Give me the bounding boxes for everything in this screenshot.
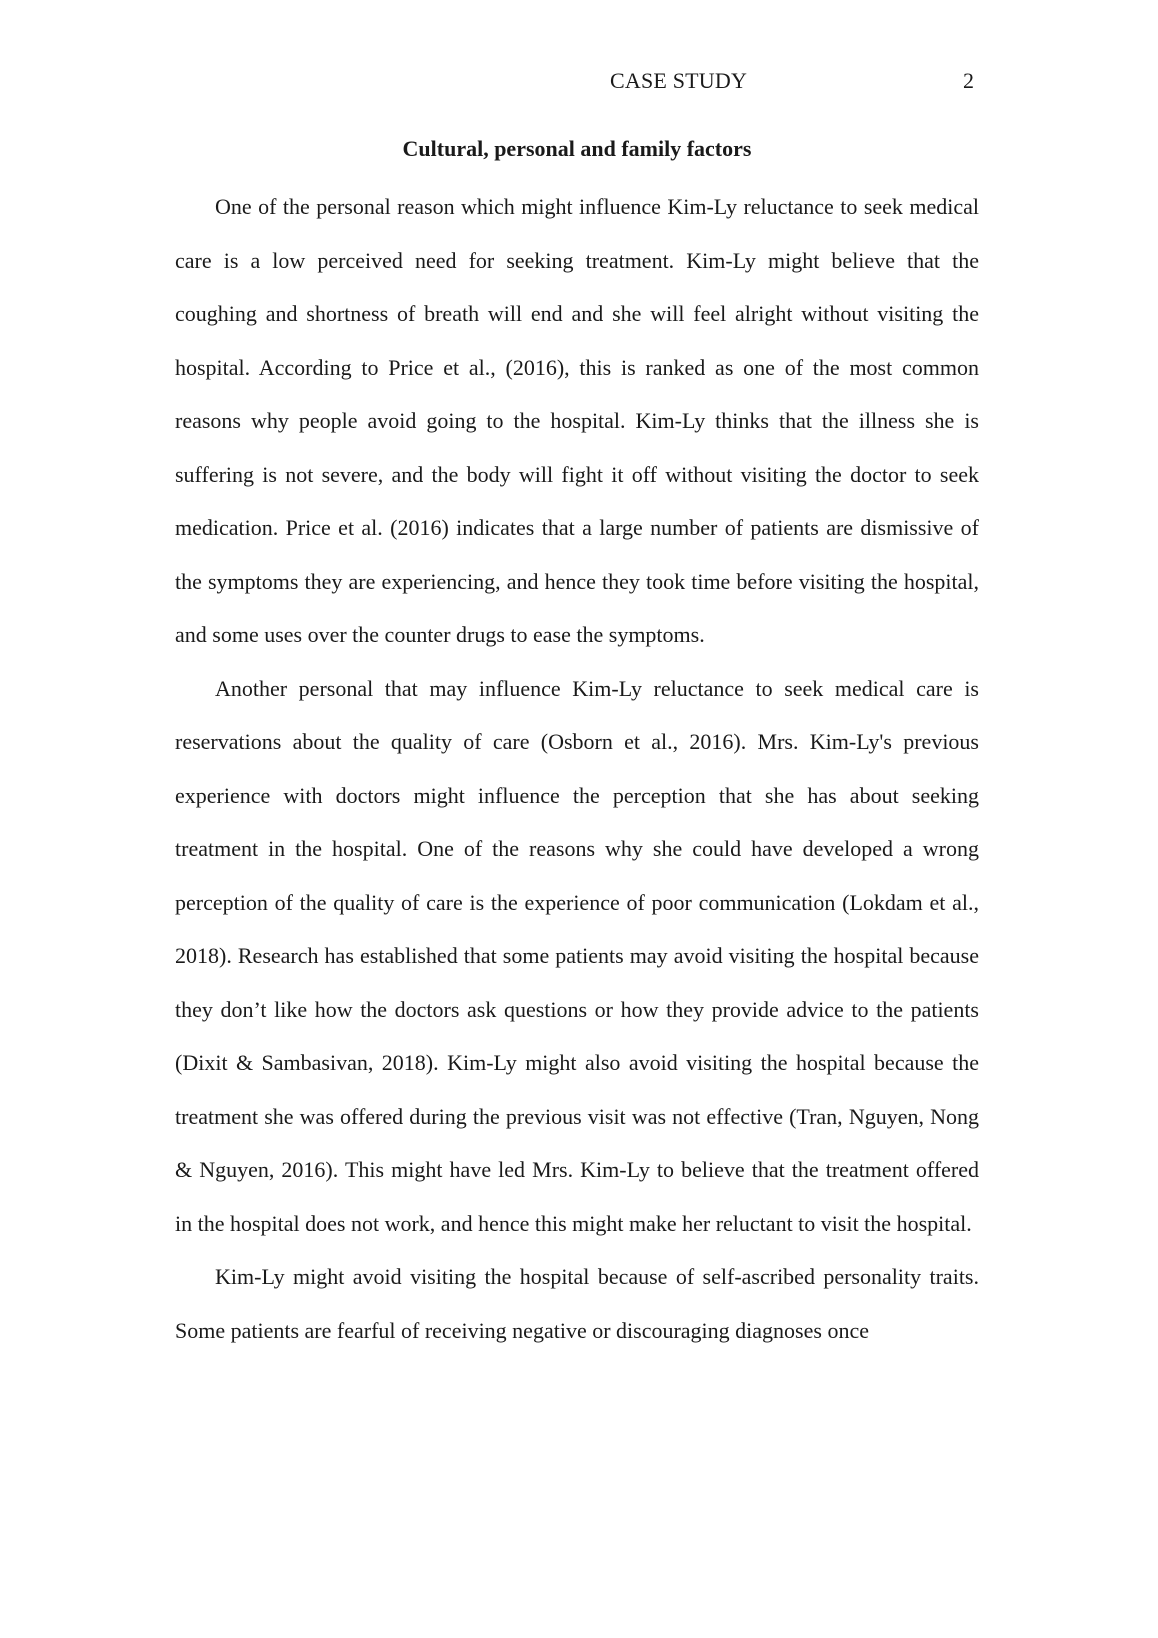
section-heading: Cultural, personal and family factors <box>402 136 752 161</box>
paragraph-personality-traits: Kim-Ly might avoid visiting the hospital because of self-ascribed personality traits. Some patients are fearful of receiving negative or discouraging diagnoses once <box>175 1264 979 1343</box>
body-text <box>175 180 979 1357</box>
paragraph-quality-of-care: Another personal that may influence Kim-Ly reluctance to seek medical care is reservations about the quality of care (Osborn et al., 2016). Mrs. Kim-Ly's previous experience with doctors might influence the perception that she has about seeking treatment in the hospital. One of the reasons why she could have developed a wrong perception of the quality of care is the experience of poor communication (Lokdam et al., 2018). Research has established that some patients may avoid visiting the hospital because they don’t like how the doctors ask questions or how they provide advice to the patients (Dixit & Sambasivan, 2018). Kim-Ly might also avoid visiting the hospital because the treatment she was offered during the previous visit was not effective (Tran, Nguyen, Nong & Nguyen, 2016). This might have led Mrs. Kim-Ly to believe that the treatment offered in the hospital does not work, and hence this might make her reluctant to visit the hospital. <box>175 675 979 1236</box>
running-head: CASE STUDY <box>610 68 748 93</box>
paragraph-low-perceived-need: One of the personal reason which might influence Kim-Ly reluctance to seek medical care is a low perceived need for seeking treatment. Kim-Ly might believe that the coughing and shortness of breath will end and she will feel alright without visiting the hospital. According to Price et al., (2016), this is ranked as one of the most common reasons why people avoid going to the hospital. Kim-Ly thinks that the illness she is suffering is not severe, and the body will fight it off without visiting the doctor to seek medication. Price et al. (2016) indicates that a large number of patients are dismissive of the symptoms they are experiencing, and hence they took time before visiting the hospital, and some uses over the counter drugs to ease the symptoms. <box>175 194 979 647</box>
page-number: 2 <box>963 68 974 93</box>
